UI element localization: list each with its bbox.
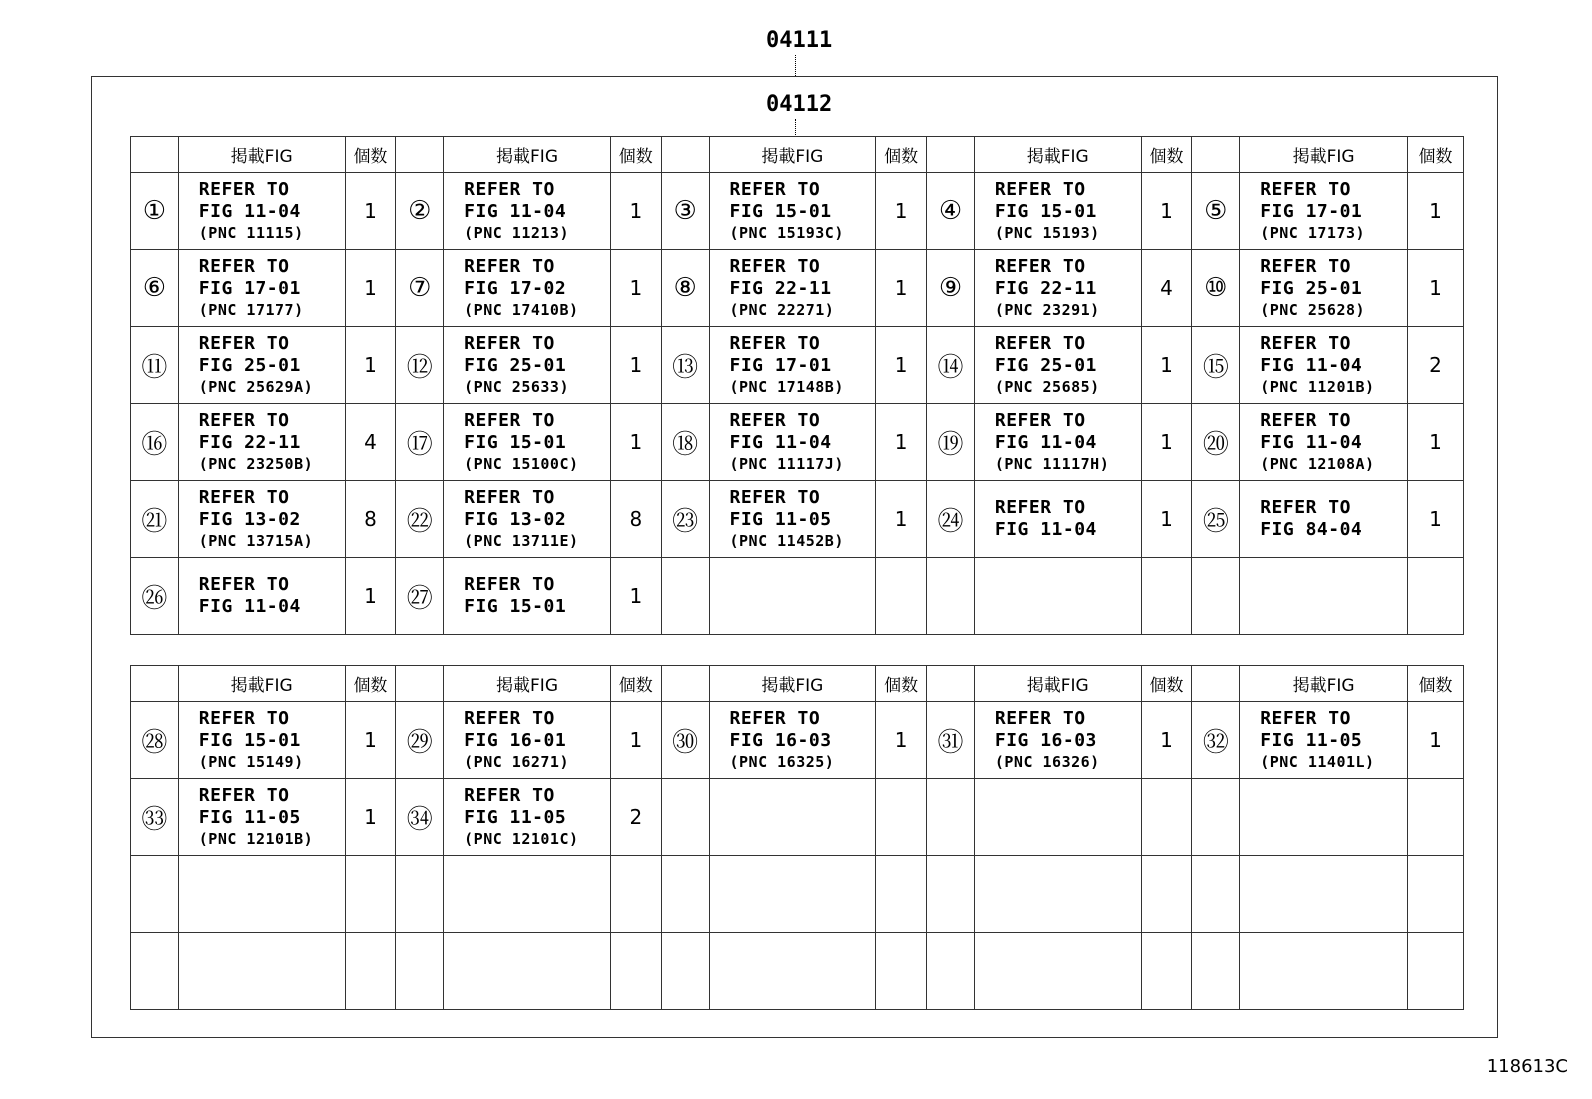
- header-blank-cell: [1192, 666, 1240, 702]
- header-blank-cell: [396, 666, 444, 702]
- pnc-text: (PNC 25629A): [198, 378, 314, 396]
- pnc-text: (PNC 12101B): [198, 830, 314, 848]
- quantity-cell: 1: [345, 250, 396, 327]
- item-number: ㉞: [396, 779, 444, 856]
- fig-reference-cell: [1240, 173, 1408, 250]
- fig-reference-cell: [178, 173, 345, 250]
- refer-to-text: REFER TO: [1260, 179, 1351, 200]
- fig-reference-cell: [709, 250, 876, 327]
- pnc-text: (PNC 17410B): [464, 301, 579, 319]
- pnc-text: (PNC 17177): [198, 301, 304, 319]
- header-fig: 掲載FIG: [444, 137, 611, 173]
- fig-reference-cell: [1240, 558, 1408, 635]
- quantity-cell: 1: [610, 327, 661, 404]
- fig-reference-cell: [444, 933, 611, 1010]
- refer-to-text: REFER TO: [994, 179, 1086, 200]
- item-number: ②: [396, 173, 444, 250]
- item-number: [396, 856, 444, 933]
- quantity-cell: [876, 933, 927, 1010]
- quantity-cell: [1141, 779, 1192, 856]
- quantity-cell: [1407, 779, 1463, 856]
- pnc-text: (PNC 13711E): [464, 532, 579, 550]
- item-number: ⑳: [1192, 404, 1240, 481]
- table-row: [131, 173, 1464, 250]
- fig-number-text: FIG 22-11: [729, 278, 832, 299]
- fig-reference-cell: [974, 558, 1141, 635]
- fig-reference-cell: [974, 933, 1141, 1010]
- fig-number-text: FIG 11-04: [464, 201, 567, 222]
- pnc-text: (PNC 15193C): [729, 224, 844, 242]
- item-number: ⑭: [927, 327, 975, 404]
- quantity-cell: 1: [610, 250, 661, 327]
- refer-to-text: REFER TO: [198, 179, 290, 200]
- quantity-cell: 1: [1141, 702, 1192, 779]
- refer-to-text: REFER TO: [198, 785, 290, 806]
- fig-reference-cell: [974, 173, 1141, 250]
- item-number: ⑪: [131, 327, 179, 404]
- header-fig: 掲載FIG: [178, 137, 345, 173]
- item-number: ⑦: [396, 250, 444, 327]
- fig-reference-cell: [709, 404, 876, 481]
- quantity-cell: [1407, 933, 1463, 1010]
- item-number: ㉑: [131, 481, 179, 558]
- fig-number-text: FIG 11-05: [198, 807, 301, 828]
- header-blank-cell: [1192, 137, 1240, 173]
- fig-number-text: FIG 13-02: [464, 509, 567, 530]
- fig-number-text: FIG 11-05: [1260, 730, 1363, 751]
- quantity-cell: 8: [345, 481, 396, 558]
- quantity-cell: [876, 779, 927, 856]
- parts-reference-table-upper: [130, 136, 1464, 635]
- item-number: ④: [927, 173, 975, 250]
- fig-number-text: FIG 17-01: [1260, 201, 1363, 222]
- quantity-cell: 1: [1141, 404, 1192, 481]
- quantity-cell: [1141, 933, 1192, 1010]
- item-number: [1192, 558, 1240, 635]
- pnc-text: (PNC 11213): [464, 224, 569, 242]
- fig-reference-cell: [444, 173, 611, 250]
- pnc-text: (PNC 11201B): [1260, 378, 1375, 396]
- pnc-text: (PNC 23250B): [198, 455, 314, 473]
- fig-reference-cell: [1240, 327, 1408, 404]
- quantity-cell: 1: [876, 173, 927, 250]
- fig-number-text: FIG 16-01: [464, 730, 567, 751]
- refer-to-text: REFER TO: [464, 785, 555, 806]
- refer-to-text: REFER TO: [994, 497, 1086, 518]
- refer-to-text: REFER TO: [729, 410, 821, 431]
- item-number: ㉚: [661, 702, 709, 779]
- table-row: [131, 933, 1464, 1010]
- item-number: [1192, 933, 1240, 1010]
- item-number: [661, 779, 709, 856]
- pnc-text: (PNC 13715A): [198, 532, 314, 550]
- fig-reference-cell: [178, 933, 345, 1010]
- header-qty: 個数: [1407, 666, 1463, 702]
- quantity-cell: 2: [1407, 327, 1463, 404]
- pnc-text: (PNC 17148B): [729, 378, 844, 396]
- fig-reference-cell: [444, 702, 611, 779]
- item-number: ㉜: [1192, 702, 1240, 779]
- header-qty: 個数: [610, 137, 661, 173]
- fig-number-text: FIG 11-04: [198, 201, 301, 222]
- refer-to-text: REFER TO: [729, 487, 821, 508]
- fig-reference-cell: [444, 856, 611, 933]
- item-number: ㉛: [927, 702, 975, 779]
- fig-number-text: FIG 22-11: [198, 432, 301, 453]
- header-row: [131, 666, 1464, 702]
- fig-reference-cell: [709, 779, 876, 856]
- quantity-cell: 1: [1407, 702, 1463, 779]
- fig-reference-cell: [709, 933, 876, 1010]
- quantity-cell: 1: [1407, 250, 1463, 327]
- pnc-text: (PNC 25685): [994, 378, 1100, 396]
- refer-to-text: REFER TO: [994, 333, 1086, 354]
- fig-number-text: FIG 15-01: [464, 432, 567, 453]
- fig-number-text: FIG 11-04: [994, 519, 1097, 540]
- fig-reference-cell: [709, 173, 876, 250]
- item-number: ㉙: [396, 702, 444, 779]
- header-qty: 個数: [1141, 137, 1192, 173]
- fig-number-text: FIG 25-01: [1260, 278, 1363, 299]
- quantity-cell: 1: [345, 558, 396, 635]
- header-qty: 個数: [1141, 666, 1192, 702]
- item-number: ⑧: [661, 250, 709, 327]
- item-number: ⑤: [1192, 173, 1240, 250]
- fig-number-text: FIG 25-01: [994, 355, 1097, 376]
- fig-reference-cell: [709, 327, 876, 404]
- item-number: ㉖: [131, 558, 179, 635]
- fig-number-text: FIG 11-04: [1260, 355, 1363, 376]
- item-number: ⑫: [396, 327, 444, 404]
- pnc-text: (PNC 11117J): [729, 455, 844, 473]
- quantity-cell: [1141, 558, 1192, 635]
- fig-reference-cell: [709, 558, 876, 635]
- fig-number-text: FIG 13-02: [198, 509, 301, 530]
- fig-number-text: FIG 11-04: [198, 596, 301, 617]
- fig-reference-cell: [444, 481, 611, 558]
- pnc-text: (PNC 15193): [994, 224, 1100, 242]
- table-row: [131, 779, 1464, 856]
- item-number: [1192, 856, 1240, 933]
- quantity-cell: 1: [1141, 173, 1192, 250]
- quantity-cell: 1: [1407, 481, 1463, 558]
- fig-reference-cell: [974, 327, 1141, 404]
- item-number: ㉘: [131, 702, 179, 779]
- refer-to-text: REFER TO: [729, 333, 821, 354]
- quantity-cell: [1141, 856, 1192, 933]
- pnc-text: (PNC 23291): [994, 301, 1100, 319]
- item-number: ㉓: [661, 481, 709, 558]
- refer-to-text: REFER TO: [198, 410, 290, 431]
- fig-number-text: FIG 15-01: [729, 201, 832, 222]
- table-row: [131, 327, 1464, 404]
- refer-to-text: REFER TO: [994, 708, 1086, 729]
- refer-to-text: REFER TO: [464, 487, 555, 508]
- fig-number-text: FIG 15-01: [994, 201, 1097, 222]
- fig-reference-cell: [444, 779, 611, 856]
- item-number: [661, 933, 709, 1010]
- header-qty: 個数: [345, 666, 396, 702]
- refer-to-text: REFER TO: [1260, 256, 1351, 277]
- assembly-label-04111: 04111: [766, 28, 833, 53]
- fig-reference-cell: [1240, 250, 1408, 327]
- pnc-text: (PNC 25633): [464, 378, 569, 396]
- table-row: [131, 856, 1464, 933]
- header-blank-cell: [131, 666, 179, 702]
- item-number: ⑨: [927, 250, 975, 327]
- quantity-cell: 1: [345, 327, 396, 404]
- fig-number-text: FIG 84-04: [1260, 519, 1363, 540]
- fig-reference-cell: [974, 250, 1141, 327]
- table-row: [131, 404, 1464, 481]
- fig-reference-cell: [1240, 481, 1408, 558]
- fig-reference-cell: [444, 327, 611, 404]
- table-row: [131, 250, 1464, 327]
- quantity-cell: [1407, 856, 1463, 933]
- fig-reference-cell: [178, 702, 345, 779]
- fig-number-text: FIG 25-01: [464, 355, 567, 376]
- quantity-cell: 1: [345, 702, 396, 779]
- header-qty: 個数: [1407, 137, 1463, 173]
- item-number: ⑩: [1192, 250, 1240, 327]
- assembly-label-04112: 04112: [766, 92, 833, 117]
- pnc-text: (PNC 16326): [994, 753, 1100, 771]
- fig-reference-cell: [1240, 856, 1408, 933]
- fig-reference-cell: [178, 481, 345, 558]
- quantity-cell: 1: [876, 250, 927, 327]
- quantity-cell: 4: [1141, 250, 1192, 327]
- quantity-cell: 1: [610, 702, 661, 779]
- fig-number-text: FIG 16-03: [994, 730, 1097, 751]
- fig-reference-cell: [178, 856, 345, 933]
- header-blank-cell: [131, 137, 179, 173]
- quantity-cell: [610, 933, 661, 1010]
- item-number: [927, 779, 975, 856]
- quantity-cell: [876, 856, 927, 933]
- refer-to-text: REFER TO: [464, 574, 555, 595]
- fig-number-text: FIG 17-01: [729, 355, 832, 376]
- quantity-cell: 1: [876, 702, 927, 779]
- pnc-text: (PNC 16271): [464, 753, 569, 771]
- refer-to-text: REFER TO: [464, 256, 555, 277]
- fig-number-text: FIG 16-03: [729, 730, 832, 751]
- fig-reference-cell: [709, 856, 876, 933]
- pnc-text: (PNC 11115): [198, 224, 304, 242]
- table-row: [131, 481, 1464, 558]
- quantity-cell: 1: [345, 779, 396, 856]
- fig-reference-cell: [974, 702, 1141, 779]
- refer-to-text: REFER TO: [1260, 333, 1351, 354]
- header-blank-cell: [927, 666, 975, 702]
- fig-number-text: FIG 25-01: [198, 355, 301, 376]
- pnc-text: (PNC 17173): [1260, 224, 1366, 242]
- pnc-text: (PNC 12108A): [1260, 455, 1375, 473]
- fig-reference-cell: [178, 327, 345, 404]
- quantity-cell: 1: [876, 327, 927, 404]
- parts-reference-table-lower: [130, 665, 1464, 1010]
- refer-to-text: REFER TO: [994, 410, 1086, 431]
- fig-reference-cell: [444, 404, 611, 481]
- fig-reference-cell: [178, 779, 345, 856]
- quantity-cell: 1: [345, 173, 396, 250]
- quantity-cell: [345, 933, 396, 1010]
- header-blank-cell: [927, 137, 975, 173]
- quantity-cell: 2: [610, 779, 661, 856]
- fig-reference-cell: [974, 856, 1141, 933]
- item-number: ㉕: [1192, 481, 1240, 558]
- header-qty: 個数: [345, 137, 396, 173]
- item-number: ㉒: [396, 481, 444, 558]
- fig-reference-cell: [709, 481, 876, 558]
- refer-to-text: REFER TO: [198, 487, 290, 508]
- pnc-text: (PNC 15100C): [464, 455, 579, 473]
- refer-to-text: REFER TO: [1260, 708, 1351, 729]
- fig-number-text: FIG 11-05: [729, 509, 832, 530]
- quantity-cell: 1: [1141, 327, 1192, 404]
- item-number: ㉝: [131, 779, 179, 856]
- header-qty: 個数: [876, 137, 927, 173]
- fig-reference-cell: [1240, 933, 1408, 1010]
- refer-to-text: REFER TO: [1260, 410, 1351, 431]
- quantity-cell: 1: [876, 404, 927, 481]
- item-number: ⑯: [131, 404, 179, 481]
- header-qty: 個数: [610, 666, 661, 702]
- item-number: ㉗: [396, 558, 444, 635]
- fig-reference-cell: [178, 404, 345, 481]
- header-fig: 掲載FIG: [444, 666, 611, 702]
- header-blank-cell: [661, 137, 709, 173]
- quantity-cell: [610, 856, 661, 933]
- item-number: [927, 933, 975, 1010]
- quantity-cell: 8: [610, 481, 661, 558]
- refer-to-text: REFER TO: [198, 574, 290, 595]
- fig-number-text: FIG 11-04: [994, 432, 1097, 453]
- header-fig: 掲載FIG: [974, 666, 1141, 702]
- fig-number-text: FIG 11-04: [1260, 432, 1363, 453]
- quantity-cell: 1: [1407, 404, 1463, 481]
- leader-line-inner: [795, 119, 796, 137]
- header-fig: 掲載FIG: [1240, 137, 1408, 173]
- fig-reference-cell: [1240, 404, 1408, 481]
- header-fig: 掲載FIG: [709, 137, 876, 173]
- fig-number-text: FIG 17-01: [198, 278, 301, 299]
- item-number: [927, 558, 975, 635]
- fig-reference-cell: [444, 558, 611, 635]
- item-number: [661, 856, 709, 933]
- refer-to-text: REFER TO: [198, 256, 290, 277]
- item-number: ㉔: [927, 481, 975, 558]
- quantity-cell: 1: [610, 404, 661, 481]
- item-number: [1192, 779, 1240, 856]
- fig-reference-cell: [709, 702, 876, 779]
- quantity-cell: [345, 856, 396, 933]
- item-number: ⑥: [131, 250, 179, 327]
- quantity-cell: 4: [345, 404, 396, 481]
- item-number: ①: [131, 173, 179, 250]
- header-fig: 掲載FIG: [709, 666, 876, 702]
- item-number: [396, 933, 444, 1010]
- quantity-cell: [1407, 558, 1463, 635]
- figure-code: 118613C: [1486, 1056, 1568, 1077]
- fig-reference-cell: [974, 779, 1141, 856]
- refer-to-text: REFER TO: [464, 708, 555, 729]
- fig-reference-cell: [444, 250, 611, 327]
- quantity-cell: 1: [876, 481, 927, 558]
- quantity-cell: [876, 558, 927, 635]
- refer-to-text: REFER TO: [729, 708, 821, 729]
- table-row: [131, 702, 1464, 779]
- pnc-text: (PNC 11401L): [1260, 753, 1375, 771]
- item-number: ⑬: [661, 327, 709, 404]
- refer-to-text: REFER TO: [1260, 497, 1351, 518]
- header-fig: 掲載FIG: [178, 666, 345, 702]
- quantity-cell: 1: [1407, 173, 1463, 250]
- fig-reference-cell: [974, 404, 1141, 481]
- header-fig: 掲載FIG: [974, 137, 1141, 173]
- fig-number-text: FIG 15-01: [464, 596, 567, 617]
- quantity-cell: 1: [610, 173, 661, 250]
- item-number: [131, 933, 179, 1010]
- pnc-text: (PNC 22271): [729, 301, 835, 319]
- pnc-text: (PNC 11452B): [729, 532, 844, 550]
- refer-to-text: REFER TO: [198, 333, 290, 354]
- fig-reference-cell: [178, 250, 345, 327]
- quantity-cell: 1: [1141, 481, 1192, 558]
- leader-line-outer: [795, 55, 796, 76]
- pnc-text: (PNC 16325): [729, 753, 835, 771]
- refer-to-text: REFER TO: [198, 708, 290, 729]
- refer-to-text: REFER TO: [464, 410, 555, 431]
- pnc-text: (PNC 15149): [198, 753, 304, 771]
- pnc-text: (PNC 12101C): [464, 830, 579, 848]
- refer-to-text: REFER TO: [729, 256, 821, 277]
- item-number: ③: [661, 173, 709, 250]
- fig-reference-cell: [178, 558, 345, 635]
- fig-reference-cell: [974, 481, 1141, 558]
- refer-to-text: REFER TO: [464, 179, 555, 200]
- item-number: [131, 856, 179, 933]
- refer-to-text: REFER TO: [994, 256, 1086, 277]
- fig-number-text: FIG 15-01: [198, 730, 301, 751]
- header-qty: 個数: [876, 666, 927, 702]
- item-number: [661, 558, 709, 635]
- pnc-text: (PNC 11117H): [994, 455, 1110, 473]
- fig-reference-cell: [1240, 779, 1408, 856]
- refer-to-text: REFER TO: [464, 333, 555, 354]
- fig-number-text: FIG 22-11: [994, 278, 1097, 299]
- header-blank-cell: [396, 137, 444, 173]
- item-number: [927, 856, 975, 933]
- fig-number-text: FIG 17-02: [464, 278, 567, 299]
- fig-number-text: FIG 11-05: [464, 807, 567, 828]
- item-number: ⑮: [1192, 327, 1240, 404]
- header-fig: 掲載FIG: [1240, 666, 1408, 702]
- header-blank-cell: [661, 666, 709, 702]
- table-row: [131, 558, 1464, 635]
- item-number: ⑲: [927, 404, 975, 481]
- refer-to-text: REFER TO: [729, 179, 821, 200]
- header-row: [131, 137, 1464, 173]
- item-number: ⑱: [661, 404, 709, 481]
- fig-number-text: FIG 11-04: [729, 432, 832, 453]
- quantity-cell: 1: [610, 558, 661, 635]
- fig-reference-cell: [1240, 702, 1408, 779]
- item-number: ⑰: [396, 404, 444, 481]
- pnc-text: (PNC 25628): [1260, 301, 1366, 319]
